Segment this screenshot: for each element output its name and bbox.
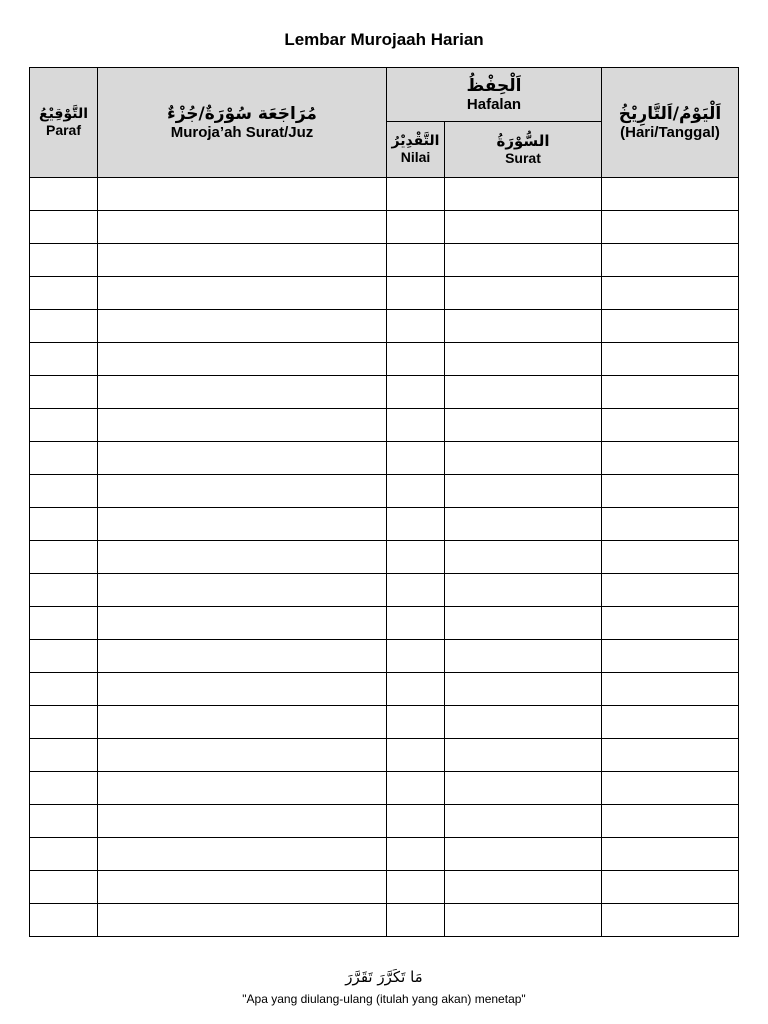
surat-cell[interactable] — [445, 475, 602, 508]
hari-cell[interactable] — [602, 772, 739, 805]
murojaah-cell[interactable] — [98, 574, 387, 607]
hari-cell[interactable] — [602, 574, 739, 607]
table-row — [30, 244, 739, 277]
murojaah-cell[interactable] — [98, 508, 387, 541]
header-nilai-label: Nilai — [400, 148, 431, 165]
nilai-cell[interactable] — [387, 772, 445, 805]
surat-cell[interactable] — [445, 442, 602, 475]
header-nilai — [387, 122, 445, 178]
nilai-cell[interactable] — [387, 871, 445, 904]
hari-cell[interactable] — [602, 673, 739, 706]
table-body — [30, 178, 739, 937]
nilai-cell[interactable] — [387, 409, 445, 442]
table-row — [30, 409, 739, 442]
nilai-cell[interactable] — [387, 607, 445, 640]
header-paraf-arabic: التَّوْقِيْعُ — [39, 105, 88, 122]
paraf-cell[interactable] — [30, 277, 98, 310]
header-hafalan-label: Hafalan — [466, 95, 522, 113]
murojaah-cell[interactable] — [98, 277, 387, 310]
surat-cell[interactable] — [445, 706, 602, 739]
paraf-cell[interactable] — [30, 211, 98, 244]
footer-arabic-proverb: مَا تَكَرَّرَ تَقَرَّرَ — [345, 968, 423, 986]
surat-cell[interactable] — [445, 211, 602, 244]
surat-cell[interactable] — [445, 310, 602, 343]
table-row — [30, 475, 739, 508]
nilai-cell[interactable] — [387, 376, 445, 409]
table-row — [30, 640, 739, 673]
header-hari-arabic: اَلْيَوْمُ/اَلتَّارِيْخُ — [618, 103, 722, 124]
paraf-cell[interactable] — [30, 244, 98, 277]
paraf-cell[interactable] — [30, 871, 98, 904]
table-row — [30, 211, 739, 244]
murojaah-cell[interactable] — [98, 442, 387, 475]
paraf-cell[interactable] — [30, 409, 98, 442]
surat-cell[interactable] — [445, 607, 602, 640]
paraf-cell[interactable] — [30, 343, 98, 376]
murojaah-cell[interactable] — [98, 739, 387, 772]
surat-cell[interactable] — [445, 244, 602, 277]
murojaah-cell[interactable] — [98, 244, 387, 277]
table-row — [30, 904, 739, 937]
paraf-cell[interactable] — [30, 805, 98, 838]
header-paraf — [30, 68, 98, 178]
murojaah-cell[interactable] — [98, 607, 387, 640]
table-row — [30, 277, 739, 310]
murojaah-cell[interactable] — [98, 178, 387, 211]
table-row — [30, 739, 739, 772]
murojaah-cell[interactable] — [98, 376, 387, 409]
table-row — [30, 871, 739, 904]
nilai-cell[interactable] — [387, 211, 445, 244]
table-row — [30, 442, 739, 475]
table-row — [30, 178, 739, 211]
murojaah-cell[interactable] — [98, 541, 387, 574]
paraf-cell[interactable] — [30, 607, 98, 640]
murojaah-cell[interactable] — [98, 706, 387, 739]
surat-cell[interactable] — [445, 805, 602, 838]
header-surat-label: Surat — [505, 150, 541, 166]
hari-cell[interactable] — [602, 706, 739, 739]
hari-cell[interactable] — [602, 904, 739, 937]
page-title: Lembar Murojaah Harian — [284, 30, 484, 49]
header-surat — [445, 122, 602, 178]
nilai-cell[interactable] — [387, 574, 445, 607]
table-row — [30, 838, 739, 871]
table-row — [30, 343, 739, 376]
nilai-cell[interactable] — [387, 442, 445, 475]
header-hari — [602, 68, 739, 178]
paraf-cell[interactable] — [30, 442, 98, 475]
hari-cell[interactable] — [602, 178, 739, 211]
header-murojaah — [98, 68, 387, 178]
surat-cell[interactable] — [445, 409, 602, 442]
paraf-cell[interactable] — [30, 178, 98, 211]
surat-cell[interactable] — [445, 739, 602, 772]
murojaah-cell[interactable] — [98, 871, 387, 904]
nilai-cell[interactable] — [387, 838, 445, 871]
paraf-cell[interactable] — [30, 772, 98, 805]
nilai-cell[interactable] — [387, 277, 445, 310]
table-row — [30, 673, 739, 706]
hari-cell[interactable] — [602, 343, 739, 376]
murojaah-table — [29, 67, 739, 937]
hari-cell[interactable] — [602, 739, 739, 772]
table-row — [30, 310, 739, 343]
nilai-cell[interactable] — [387, 739, 445, 772]
header-nilai-arabic: التَّقْدِيْرُ — [391, 132, 440, 149]
hari-cell[interactable] — [602, 838, 739, 871]
murojaah-cell[interactable] — [98, 343, 387, 376]
murojaah-cell[interactable] — [98, 409, 387, 442]
hari-cell[interactable] — [602, 871, 739, 904]
murojaah-cell[interactable] — [98, 904, 387, 937]
nilai-cell[interactable] — [387, 541, 445, 574]
nilai-cell[interactable] — [387, 343, 445, 376]
paraf-cell[interactable] — [30, 574, 98, 607]
table-row — [30, 541, 739, 574]
murojaah-cell[interactable] — [98, 475, 387, 508]
header-murojaah-arabic: مُرَاجَعَة سُوْرَةٌ/جُزْءٌ — [167, 103, 317, 124]
nilai-cell[interactable] — [387, 706, 445, 739]
surat-cell[interactable] — [445, 904, 602, 937]
murojaah-cell[interactable] — [98, 640, 387, 673]
header-hafalan — [387, 68, 602, 122]
hari-cell[interactable] — [602, 244, 739, 277]
table-row — [30, 508, 739, 541]
nilai-cell[interactable] — [387, 673, 445, 706]
murojaah-cell[interactable] — [98, 805, 387, 838]
surat-cell[interactable] — [445, 640, 602, 673]
surat-cell[interactable] — [445, 277, 602, 310]
murojaah-cell[interactable] — [98, 211, 387, 244]
murojaah-cell[interactable] — [98, 772, 387, 805]
surat-cell[interactable] — [445, 673, 602, 706]
paraf-cell[interactable] — [30, 904, 98, 937]
hari-cell[interactable] — [602, 805, 739, 838]
paraf-cell[interactable] — [30, 640, 98, 673]
surat-cell[interactable] — [445, 376, 602, 409]
hari-cell[interactable] — [602, 508, 739, 541]
hari-cell[interactable] — [602, 277, 739, 310]
table-row — [30, 772, 739, 805]
header-murojaah-label: Muroja’ah Surat/Juz — [170, 123, 314, 141]
paraf-cell[interactable] — [30, 838, 98, 871]
paraf-cell[interactable] — [30, 541, 98, 574]
nilai-cell[interactable] — [387, 805, 445, 838]
hari-cell[interactable] — [602, 475, 739, 508]
surat-cell[interactable] — [445, 772, 602, 805]
murojaah-cell[interactable] — [98, 673, 387, 706]
paraf-cell[interactable] — [30, 508, 98, 541]
paraf-cell[interactable] — [30, 310, 98, 343]
paraf-cell[interactable] — [30, 376, 98, 409]
table-row — [30, 706, 739, 739]
hari-cell[interactable] — [602, 211, 739, 244]
hari-cell[interactable] — [602, 607, 739, 640]
hari-cell[interactable] — [602, 541, 739, 574]
table-row — [30, 376, 739, 409]
surat-cell[interactable] — [445, 838, 602, 871]
hari-cell[interactable] — [602, 310, 739, 343]
table-row — [30, 607, 739, 640]
header-paraf-label: Paraf — [45, 121, 82, 138]
nilai-cell[interactable] — [387, 244, 445, 277]
paraf-cell[interactable] — [30, 475, 98, 508]
surat-cell[interactable] — [445, 541, 602, 574]
header-surat-arabic: السُّوْرَةُ — [496, 132, 550, 150]
paraf-cell[interactable] — [30, 739, 98, 772]
hari-cell[interactable] — [602, 442, 739, 475]
table-row — [30, 574, 739, 607]
hari-cell[interactable] — [602, 409, 739, 442]
paraf-cell[interactable] — [30, 673, 98, 706]
nilai-cell[interactable] — [387, 310, 445, 343]
surat-cell[interactable] — [445, 178, 602, 211]
table-row — [30, 805, 739, 838]
paraf-cell[interactable] — [30, 706, 98, 739]
footer-quote: "Apa yang diulang-ulang (itulah yang akan) menetap" — [242, 992, 526, 1006]
header-hari-label: (Hari/Tanggal) — [620, 123, 720, 141]
nilai-cell[interactable] — [387, 640, 445, 673]
nilai-cell[interactable] — [387, 904, 445, 937]
header-hafalan-arabic: اَلْحِفْظُ — [466, 75, 522, 96]
nilai-cell[interactable] — [387, 508, 445, 541]
surat-cell[interactable] — [445, 508, 602, 541]
nilai-cell[interactable] — [387, 178, 445, 211]
nilai-cell[interactable] — [387, 475, 445, 508]
murojaah-cell[interactable] — [98, 310, 387, 343]
hari-cell[interactable] — [602, 376, 739, 409]
surat-cell[interactable] — [445, 574, 602, 607]
surat-cell[interactable] — [445, 343, 602, 376]
surat-cell[interactable] — [445, 871, 602, 904]
hari-cell[interactable] — [602, 640, 739, 673]
murojaah-cell[interactable] — [98, 838, 387, 871]
